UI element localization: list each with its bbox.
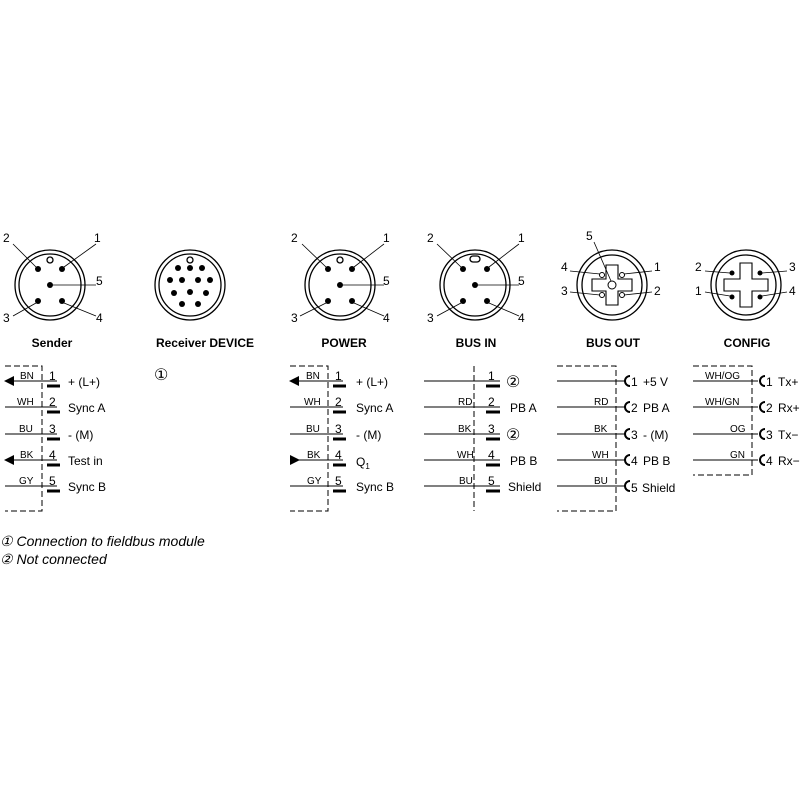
connector-face-bus-out	[570, 242, 652, 320]
signal-subscript: 1	[365, 462, 370, 471]
face-number: 1	[654, 260, 661, 274]
wire-color: BN	[20, 371, 34, 382]
legend	[0, 532, 205, 568]
pin-number: 2	[488, 395, 495, 409]
face-number: 5	[96, 274, 103, 288]
face-number: 4	[96, 311, 103, 325]
legend-mark: ②	[0, 551, 13, 567]
pin-number: 4	[488, 448, 495, 462]
face-number: 2	[695, 260, 702, 274]
connector-title-sender: Sender	[31, 336, 73, 350]
arrow-in-icon	[4, 455, 14, 465]
pin-signal: Test in	[68, 454, 103, 468]
face-number: 2	[427, 231, 434, 245]
pin-signal	[356, 455, 370, 471]
pin-signal: Rx−	[778, 454, 800, 468]
face-number: 3	[427, 311, 434, 325]
pin-signal: Sync B	[356, 480, 395, 494]
connector-face-sender	[13, 244, 96, 320]
face-number: 2	[291, 231, 298, 245]
pin-number: 4	[631, 454, 638, 468]
pin-number: 4	[335, 448, 342, 462]
pin-signal: Sync B	[68, 480, 107, 494]
pin-signal: ②	[506, 374, 521, 391]
pin-number: 3	[766, 428, 773, 442]
wire-color: BU	[459, 476, 473, 487]
face-number: 5	[383, 274, 390, 288]
pin-number: 1	[49, 369, 56, 383]
pin-number: 2	[49, 395, 56, 409]
face-number: 4	[789, 284, 796, 298]
wire-color: BU	[306, 424, 320, 435]
face-number: 3	[789, 260, 796, 274]
wire-color: WH	[17, 397, 34, 408]
connector-title-bus-in: BUS IN	[455, 336, 497, 350]
pin-number: 4	[766, 454, 773, 468]
pin-signal: Shield	[642, 481, 676, 495]
arrow-in-icon	[4, 376, 14, 386]
face-number: 1	[94, 231, 101, 245]
connector-title-bus-out: BUS OUT	[586, 336, 640, 350]
connector-title-config: CONFIG	[723, 336, 771, 350]
pin-number: 1	[335, 369, 342, 383]
pin-signal: - (M)	[356, 428, 382, 442]
pin-number: 2	[766, 401, 773, 415]
pin-number: 2	[335, 395, 342, 409]
face-number: 4	[518, 311, 525, 325]
face-number: 2	[3, 231, 10, 245]
pin-signal: Sync A	[68, 401, 106, 415]
face-number: 2	[654, 284, 661, 298]
wire-color: GY	[19, 476, 34, 487]
connector-title-power: POWER	[321, 336, 367, 350]
wire-color: OG	[730, 424, 746, 435]
face-number: 1	[518, 231, 525, 245]
legend-text: Connection to fieldbus module	[16, 533, 205, 549]
wire-color: GY	[307, 476, 322, 487]
arrow-out-icon	[290, 455, 300, 465]
connector-title-receiver: Receiver DEVICE	[155, 336, 255, 350]
face-number: 3	[561, 284, 568, 298]
pin-signal: PB B	[643, 454, 671, 468]
face-number: 3	[3, 311, 10, 325]
legend-item	[0, 550, 205, 568]
legend-mark: ①	[0, 533, 13, 549]
pin-signal: + (L+)	[356, 375, 389, 389]
pin-number: 2	[631, 401, 638, 415]
wire-color: BK	[458, 424, 472, 435]
pin-number: 3	[335, 422, 342, 436]
wire-color: BK	[594, 424, 608, 435]
pin-signal: +5 V	[643, 375, 669, 389]
wire-color: WH	[304, 397, 321, 408]
wire-color: BU	[594, 476, 608, 487]
pin-signal: + (L+)	[68, 375, 101, 389]
face-number: 3	[291, 311, 298, 325]
face-number: 5	[518, 274, 525, 288]
signal-main: Q	[356, 455, 366, 469]
pin-number: 3	[631, 428, 638, 442]
face-number: 4	[383, 311, 390, 325]
pin-number: 1	[631, 375, 638, 389]
wire-color: RD	[458, 397, 473, 408]
pin-signal: PB A	[510, 401, 537, 415]
pin-number: 5	[631, 481, 638, 495]
pin-number: 5	[488, 474, 495, 488]
pin-number: 1	[488, 369, 495, 383]
receiver-note: ①	[154, 367, 169, 384]
pin-signal: Sync A	[356, 401, 394, 415]
wire-color: BN	[306, 371, 320, 382]
wire-color: WH	[592, 450, 609, 461]
pin-number: 3	[488, 422, 495, 436]
arrow-in-icon	[289, 376, 299, 386]
pin-signal: Tx+	[778, 375, 799, 389]
wire-color: WH	[457, 450, 474, 461]
wire-color: WH/GN	[705, 397, 740, 408]
wire-color: GN	[730, 450, 745, 461]
pin-number: 1	[766, 375, 773, 389]
face-number: 1	[695, 284, 702, 298]
pin-signal: Rx+	[778, 401, 800, 415]
pin-signal: Tx−	[778, 428, 799, 442]
wire-color: BK	[307, 450, 321, 461]
legend-item	[0, 532, 205, 550]
wire-color: BK	[20, 450, 34, 461]
pin-number: 5	[49, 474, 56, 488]
pin-signal: - (M)	[68, 428, 94, 442]
pin-number: 3	[49, 422, 56, 436]
pin-signal: Shield	[508, 480, 542, 494]
pin-number: 5	[335, 474, 342, 488]
face-number: 4	[561, 260, 568, 274]
pin-signal: - (M)	[643, 428, 669, 442]
pin-signal: ②	[506, 427, 521, 444]
connector-face-receiver	[155, 250, 225, 320]
connector-face-config	[705, 250, 787, 320]
legend-text: Not connected	[16, 551, 107, 567]
pin-signal: PB B	[510, 454, 538, 468]
connector-face-bus-in	[437, 244, 519, 320]
face-number: 5	[586, 229, 593, 243]
pin-number: 4	[49, 448, 56, 462]
pin-signal: PB A	[643, 401, 670, 415]
wire-color: BU	[19, 424, 33, 435]
face-number: 1	[383, 231, 390, 245]
wire-color: WH/OG	[705, 371, 740, 382]
connector-face-power	[300, 244, 384, 320]
wire-color: RD	[594, 397, 609, 408]
